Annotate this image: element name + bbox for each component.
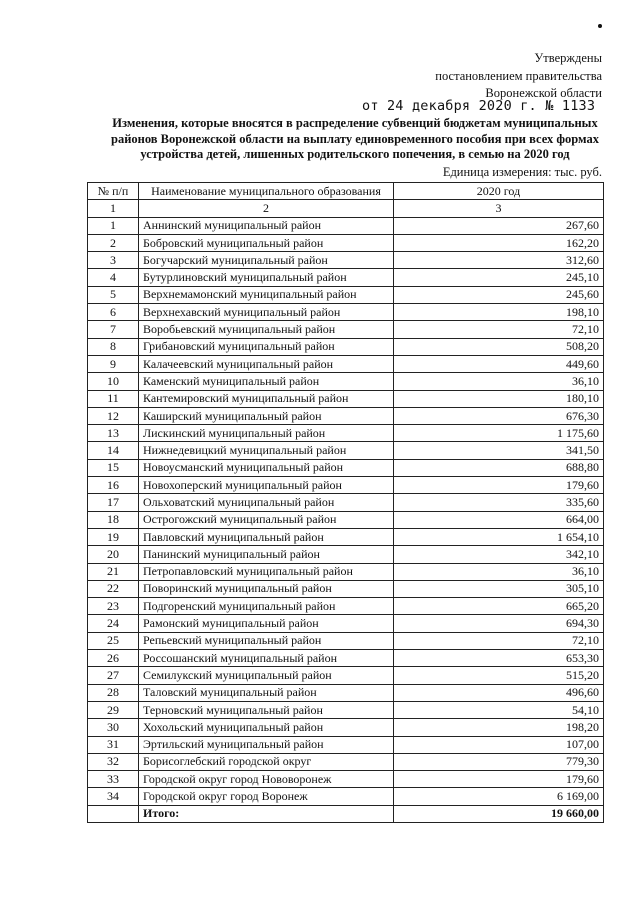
header-year: 2020 год [394, 183, 604, 200]
index-cell-2: 2 [139, 200, 394, 217]
row-number: 17 [88, 494, 139, 511]
municipality-name: Грибановский муниципальный район [139, 338, 394, 355]
index-cell-3: 3 [394, 200, 604, 217]
subvention-amount: 779,30 [394, 753, 604, 770]
table-row [88, 580, 604, 597]
table-row [88, 321, 604, 338]
table-header-row [88, 183, 604, 200]
row-number: 1 [88, 217, 139, 234]
table-row [88, 771, 604, 788]
subvention-amount: 664,00 [394, 511, 604, 528]
municipality-name: Бобровский муниципальный район [139, 234, 394, 251]
row-number: 24 [88, 615, 139, 632]
subvention-amount: 198,20 [394, 719, 604, 736]
municipality-name: Калачеевский муниципальный район [139, 355, 394, 372]
municipality-name: Каширский муниципальный район [139, 407, 394, 424]
subvention-amount: 245,60 [394, 286, 604, 303]
row-number: 33 [88, 771, 139, 788]
municipality-name: Терновский муниципальный район [139, 701, 394, 718]
row-number: 28 [88, 684, 139, 701]
table-row [88, 477, 604, 494]
table-row [88, 459, 604, 476]
row-number: 12 [88, 407, 139, 424]
table-row [88, 494, 604, 511]
row-number: 7 [88, 321, 139, 338]
row-number: 4 [88, 269, 139, 286]
table-row [88, 528, 604, 545]
subvention-amount: 54,10 [394, 701, 604, 718]
municipality-name: Подгоренский муниципальный район [139, 598, 394, 615]
table-row [88, 269, 604, 286]
municipality-name: Поворинский муниципальный район [139, 580, 394, 597]
table-row [88, 338, 604, 355]
municipality-name: Борисоглебский городской округ [139, 753, 394, 770]
decree-date-stamp: от 24 декабря 2020 г. № 1133 [362, 98, 596, 114]
table-row [88, 217, 604, 234]
row-number: 34 [88, 788, 139, 805]
table-row [88, 753, 604, 770]
municipality-name: Городской округ город Воронеж [139, 788, 394, 805]
table-row [88, 736, 604, 753]
municipality-name: Воробьевский муниципальный район [139, 321, 394, 338]
row-number: 22 [88, 580, 139, 597]
subvention-amount: 36,10 [394, 373, 604, 390]
row-number: 11 [88, 390, 139, 407]
municipality-name: Новоусманский муниципальный район [139, 459, 394, 476]
total-number-cell [88, 805, 139, 822]
subvention-amount: 665,20 [394, 598, 604, 615]
subvention-amount: 515,20 [394, 667, 604, 684]
row-number: 6 [88, 304, 139, 321]
approval-line-1: Утверждены [534, 51, 602, 65]
municipality-name: Павловский муниципальный район [139, 528, 394, 545]
subvention-amount: 508,20 [394, 338, 604, 355]
subvention-amount: 342,10 [394, 546, 604, 563]
table-body [88, 183, 604, 823]
table-row [88, 598, 604, 615]
municipality-name: Таловский муниципальный район [139, 684, 394, 701]
subvention-amount: 694,30 [394, 615, 604, 632]
table-row [88, 701, 604, 718]
municipality-name: Рамонский муниципальный район [139, 615, 394, 632]
table-row [88, 667, 604, 684]
subvention-amount: 72,10 [394, 632, 604, 649]
table-row [88, 684, 604, 701]
row-number: 21 [88, 563, 139, 580]
row-number: 16 [88, 477, 139, 494]
table-row [88, 511, 604, 528]
table-row [88, 546, 604, 563]
row-number: 32 [88, 753, 139, 770]
table-row [88, 286, 604, 303]
subvention-amount: 335,60 [394, 494, 604, 511]
row-number: 3 [88, 252, 139, 269]
row-number: 13 [88, 425, 139, 442]
subvention-amount: 36,10 [394, 563, 604, 580]
row-number: 15 [88, 459, 139, 476]
row-number: 8 [88, 338, 139, 355]
table-row [88, 234, 604, 251]
total-amount: 19 660,00 [394, 805, 604, 822]
header-number: № п/п [88, 183, 139, 200]
subvention-amount: 107,00 [394, 736, 604, 753]
subvention-amount: 1 175,60 [394, 425, 604, 442]
subvention-amount: 312,60 [394, 252, 604, 269]
table-row [88, 304, 604, 321]
subvention-amount: 1 654,10 [394, 528, 604, 545]
table-row [88, 563, 604, 580]
row-number: 9 [88, 355, 139, 372]
approval-line-3: Воронежской области [485, 86, 602, 100]
table-row [88, 442, 604, 459]
row-number: 31 [88, 736, 139, 753]
row-number: 20 [88, 546, 139, 563]
table-row [88, 407, 604, 424]
municipality-name: Кантемировский муниципальный район [139, 390, 394, 407]
subvention-amount: 341,50 [394, 442, 604, 459]
row-number: 27 [88, 667, 139, 684]
subvention-amount: 305,10 [394, 580, 604, 597]
municipality-name: Нижнедевицкий муниципальный район [139, 442, 394, 459]
subvention-amount: 179,60 [394, 477, 604, 494]
municipality-name: Хохольский муниципальный район [139, 719, 394, 736]
subvention-amount: 449,60 [394, 355, 604, 372]
row-number: 25 [88, 632, 139, 649]
table-row [88, 650, 604, 667]
row-number: 23 [88, 598, 139, 615]
table-row [88, 425, 604, 442]
subvention-table [87, 182, 604, 823]
subvention-amount: 72,10 [394, 321, 604, 338]
measurement-unit: Единица измерения: тыс. руб. [442, 165, 602, 179]
total-row [88, 805, 604, 822]
subvention-amount: 245,10 [394, 269, 604, 286]
table-row [88, 615, 604, 632]
municipality-name: Россошанский муниципальный район [139, 650, 394, 667]
municipality-name: Бутурлиновский муниципальный район [139, 269, 394, 286]
subvention-amount: 653,30 [394, 650, 604, 667]
municipality-name: Богучарский муниципальный район [139, 252, 394, 269]
approval-line-2: постановлением правительства [435, 68, 602, 83]
subvention-amount: 179,60 [394, 771, 604, 788]
total-label: Итого: [139, 805, 394, 822]
table-row [88, 719, 604, 736]
municipality-name: Эртильский муниципальный район [139, 736, 394, 753]
subvention-amount: 6 169,00 [394, 788, 604, 805]
subvention-amount: 162,20 [394, 234, 604, 251]
municipality-name: Острогожский муниципальный район [139, 511, 394, 528]
subvention-amount: 267,60 [394, 217, 604, 234]
row-number: 14 [88, 442, 139, 459]
municipality-name: Городской округ город Нововоронеж [139, 771, 394, 788]
scan-mark [598, 24, 602, 28]
row-number: 30 [88, 719, 139, 736]
table-row [88, 390, 604, 407]
municipality-name: Репьевский муниципальный район [139, 632, 394, 649]
row-number: 10 [88, 373, 139, 390]
municipality-name: Панинский муниципальный район [139, 546, 394, 563]
row-number: 18 [88, 511, 139, 528]
row-number: 19 [88, 528, 139, 545]
row-number: 29 [88, 701, 139, 718]
approval-block [435, 50, 602, 103]
table-row [88, 632, 604, 649]
row-number: 2 [88, 234, 139, 251]
municipality-name: Петропавловский муниципальный район [139, 563, 394, 580]
subvention-amount: 496,60 [394, 684, 604, 701]
subvention-amount: 180,10 [394, 390, 604, 407]
document-title: Изменения, которые вносятся в распределение субвенций бюджетам муниципальных районов Воронежской области на выплату единовременного пособия при всех формах устройства детей, лишенных родительского попечения, в семью на 2020 год [111, 116, 599, 161]
header-name: Наименование муниципального образования [139, 183, 394, 200]
municipality-name: Аннинский муниципальный район [139, 217, 394, 234]
municipality-name: Каменский муниципальный район [139, 373, 394, 390]
table-row [88, 788, 604, 805]
row-number: 26 [88, 650, 139, 667]
subvention-amount: 198,10 [394, 304, 604, 321]
table-index-row [88, 200, 604, 217]
index-cell-1: 1 [88, 200, 139, 217]
municipality-name: Верхнехавский муниципальный район [139, 304, 394, 321]
row-number: 5 [88, 286, 139, 303]
table-row [88, 252, 604, 269]
municipality-name: Лискинский муниципальный район [139, 425, 394, 442]
municipality-name: Ольховатский муниципальный район [139, 494, 394, 511]
table-row [88, 373, 604, 390]
subvention-amount: 676,30 [394, 407, 604, 424]
table-row [88, 355, 604, 372]
subvention-amount: 688,80 [394, 459, 604, 476]
municipality-name: Верхнемамонский муниципальный район [139, 286, 394, 303]
municipality-name: Новохоперский муниципальный район [139, 477, 394, 494]
municipality-name: Семилукский муниципальный район [139, 667, 394, 684]
